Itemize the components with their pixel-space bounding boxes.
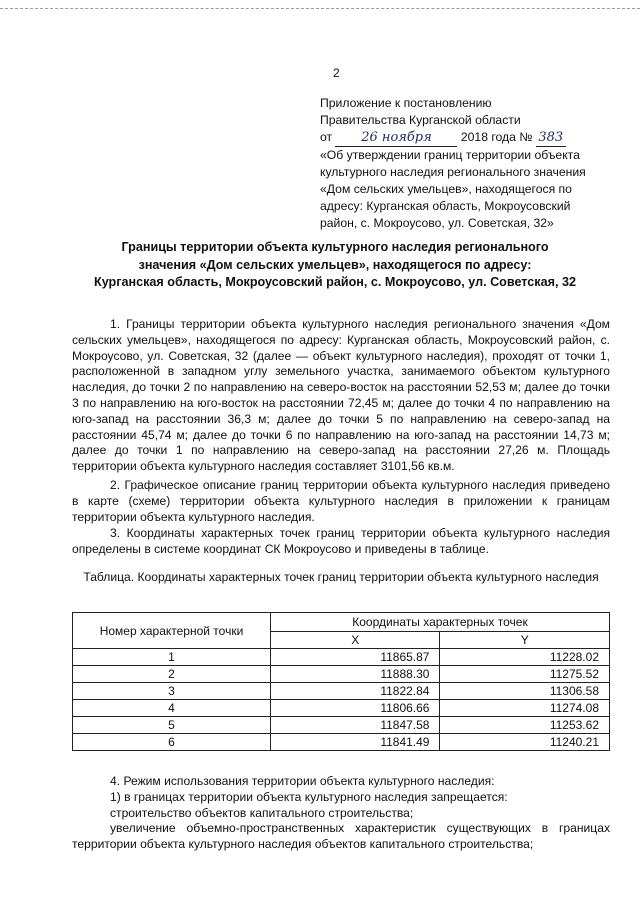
section-4-line-4: увеличение объемно-пространственных характеристик существующих в границах территории объекта культурного наследия объектов капитального строительства; <box>72 821 610 852</box>
paragraph-2: 2. Графическое описание границ территории объекта культурного наследия приведено в карте (схеме) территории объекта культурного наследия в приложении к границам территории объекта культурного наследия. <box>72 478 610 524</box>
appendix-line-6: «Дом сельских умельцев», находящегося по <box>320 182 572 196</box>
title-line-3: Курганская область, Мокроусовский район, с. Мокроусово, ул. Советская, 32 <box>94 275 576 289</box>
paragraph-1: 1. Границы территории объекта культурного наследия регионального значения «Дом сельских умельцев», находящегося по адресу: Курганская область, Мокроусовский район, с. Мокроусово, ул. Советская, 32 (далее — объект культурного наследия), проходят от точки 1, расположенной в западном углу земельного участка, занимаемого объектом культурного наследия, до точки 2 по направлению на северо-восток на расстоянии 52,53 м; далее до точки 3 по направлению на юго-восток на расстоянии 72,45 м; далее до точки 4 по направлению на юго-запад на расстоянии 36,3 м; далее до точки 5 по направлению на северо-запад на расстоянии 45,74 м; далее до точки 6 по направлению на юго-запад на расстоянии 14,73 м; далее до точки 1 по направлению на северо-запад на расстоянии 27,26 м. Площадь территории объекта культурного наследия составляет 3101,56 кв.м. <box>72 317 610 474</box>
table-row <box>73 683 610 700</box>
appendix-line-7: адресу: Курганская область, Мокроусовский <box>320 199 571 213</box>
table-row <box>73 649 610 666</box>
appendix-line-2: Правительства Курганской области <box>320 113 521 127</box>
title-line-1: Границы территории объекта культурного наследия регионального <box>121 240 549 254</box>
header-y: Y <box>440 632 610 649</box>
appendix-line-5: культурного наследия регионального значения <box>320 165 586 179</box>
title-line-2: значения «Дом сельских умельцев», находящегося по адресу: <box>138 257 532 272</box>
document-title <box>60 239 610 292</box>
header-coordinates: Координаты характерных точек <box>271 613 610 632</box>
coord-y: 11228.02 <box>440 649 610 666</box>
point-number: 5 <box>73 717 271 734</box>
coord-x: 11847.58 <box>271 717 440 734</box>
header-x: X <box>271 632 440 649</box>
section-4-line-2: 1) в границах территории объекта культурного наследия запрещается: <box>110 789 508 804</box>
coordinates-table <box>72 612 610 751</box>
scan-edge-line <box>0 8 640 9</box>
table-row <box>73 734 610 751</box>
table-row <box>73 666 610 683</box>
point-number: 4 <box>73 700 271 717</box>
table-row <box>73 700 610 717</box>
coord-y: 11240.21 <box>440 734 610 751</box>
point-number: 3 <box>73 683 271 700</box>
section-4-line-1: 4. Режим использования территории объекта культурного наследия: <box>110 774 495 788</box>
coord-x: 11806.66 <box>271 700 440 717</box>
table-caption: Таблица. Координаты характерных точек границ территории объекта культурного наследия <box>83 570 599 584</box>
coord-y: 11275.52 <box>440 666 610 683</box>
paragraph-3: 3. Координаты характерных точек границ территории объекта культурного наследия определены в системе координат СК Мокроусово и приведены в таблице. <box>72 526 610 556</box>
coord-x: 11841.49 <box>271 734 440 751</box>
appendix-date-line <box>320 129 620 147</box>
coord-x: 11865.87 <box>271 649 440 666</box>
appendix-header <box>320 95 620 232</box>
point-number: 6 <box>73 734 271 751</box>
header-point-number: Номер характерной точки <box>73 613 271 649</box>
section-4 <box>72 774 610 853</box>
table-row <box>73 717 610 734</box>
coord-y: 11253.62 <box>440 717 610 734</box>
appendix-line-8: район, с. Мокроусово, ул. Советская, 32» <box>320 216 554 230</box>
point-number: 1 <box>73 649 271 666</box>
appendix-year-text: 2018 года № <box>460 130 533 144</box>
handwritten-number: 383 <box>536 129 566 147</box>
appendix-from-prefix: от <box>320 130 333 144</box>
point-number: 2 <box>73 666 271 683</box>
coord-y: 11306.58 <box>440 683 610 700</box>
handwritten-date: 26 ноября <box>335 129 457 147</box>
page-number: 2 <box>333 66 340 80</box>
appendix-line-1: Приложение к постановлению <box>320 96 492 110</box>
coord-x: 11822.84 <box>271 683 440 700</box>
section-4-line-3: строительство объектов капитального строительства; <box>110 805 414 820</box>
coord-y: 11274.08 <box>440 700 610 717</box>
appendix-line-4: «Об утверждении границ территории объекта <box>320 148 580 162</box>
coord-x: 11888.30 <box>271 666 440 683</box>
